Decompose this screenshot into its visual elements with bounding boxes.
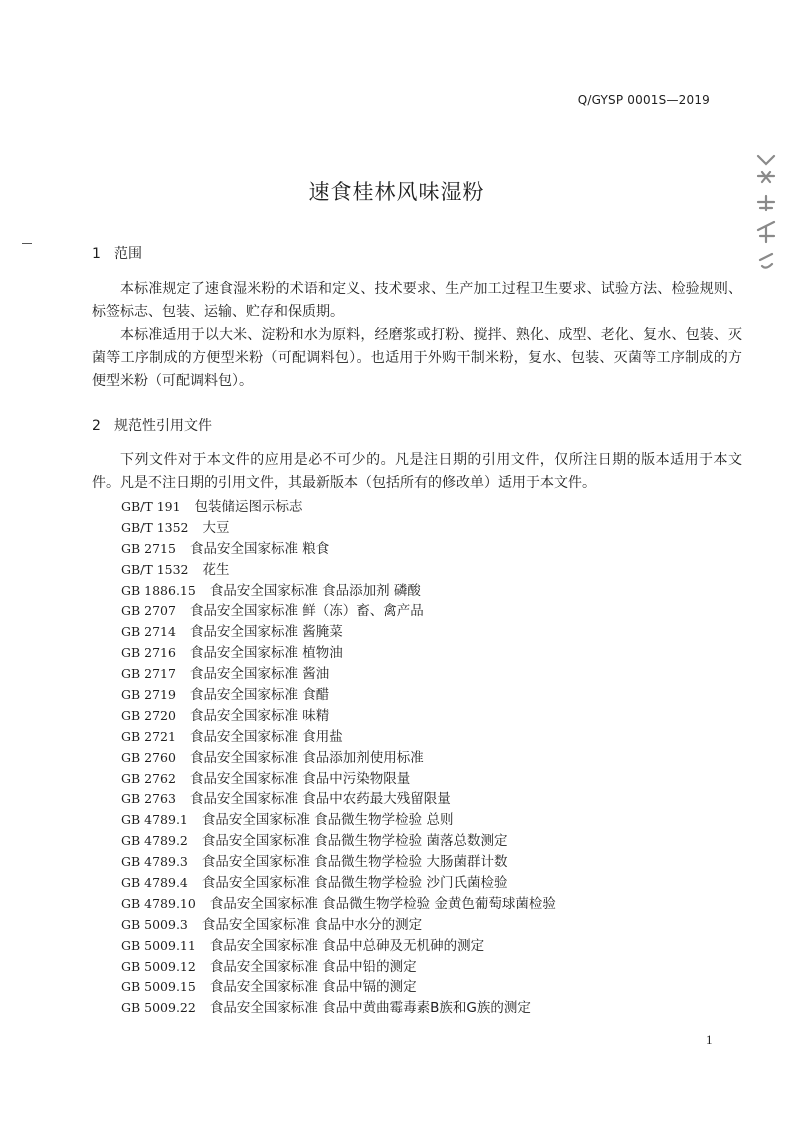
reference-item bbox=[121, 706, 721, 727]
reference-item bbox=[121, 601, 721, 622]
reference-item bbox=[121, 748, 721, 769]
reference-title: 食品安全国家标准 食品添加剂使用标准 bbox=[189, 749, 424, 766]
reference-code: GB 4789.2 bbox=[121, 833, 188, 849]
reference-code: GB 2762 bbox=[121, 770, 176, 786]
reference-list bbox=[121, 497, 721, 1019]
reference-code: GB 5009.15 bbox=[121, 979, 196, 995]
scope-paragraph: 本标准适用于以大米、淀粉和水为原料，经磨浆或打粉、搅拌、熟化、成型、老化、复水、包装、灭菌等工序制成的方便型米粉（可配调料包）。也适用于外购干制米粉，复水、包装、灭菌等工序制成的方便型米粉（可配调料包）。 bbox=[92, 327, 742, 389]
reference-title: 食品安全国家标准 粮食 bbox=[189, 540, 330, 557]
reference-code: GB 2760 bbox=[121, 749, 176, 765]
reference-item bbox=[121, 769, 721, 790]
section-heading-scope bbox=[92, 243, 142, 263]
scope-body bbox=[92, 278, 742, 393]
reference-title: 食品安全国家标准 食醋 bbox=[189, 687, 330, 704]
reference-title: 食品安全国家标准 食用盐 bbox=[189, 728, 343, 745]
reference-item bbox=[121, 810, 721, 831]
references-intro-paragraph: 下列文件对于本文件的应用是必不可少的。凡是注日期的引用文件，仅所注日期的版本适用于本文件。凡是不注日期的引用文件，其最新版本（包括所有的修改单）适用于本文件。 bbox=[92, 452, 742, 491]
reference-title: 食品安全国家标准 食品微生物学检验 金黄色葡萄球菌检验 bbox=[209, 895, 556, 912]
references-intro bbox=[92, 449, 742, 495]
reference-item bbox=[121, 581, 721, 602]
section-heading-text: 规范性引用文件 bbox=[114, 418, 212, 434]
reference-title: 食品安全国家标准 食品微生物学检验 菌落总数测定 bbox=[201, 833, 508, 850]
reference-code: GB 5009.3 bbox=[121, 916, 188, 932]
reference-title: 包装储运图示标志 bbox=[194, 499, 303, 515]
reference-title: 食品安全国家标准 味精 bbox=[189, 707, 330, 724]
reference-code: GB 1886.15 bbox=[121, 582, 196, 598]
reference-title: 食品安全国家标准 食品中水分的测定 bbox=[201, 916, 423, 933]
reference-title: 食品安全国家标准 鲜（冻）畜、禽产品 bbox=[189, 603, 424, 620]
section-number: 2 bbox=[92, 418, 101, 434]
reference-item bbox=[121, 852, 721, 873]
reference-code: GB 4789.1 bbox=[121, 812, 188, 828]
reference-item bbox=[121, 518, 721, 539]
reference-code: GB 2716 bbox=[121, 645, 176, 661]
reference-title: 食品安全国家标准 食品中黄曲霉毒素B族和G族的测定 bbox=[209, 1000, 531, 1017]
reference-code: GB 4789.3 bbox=[121, 854, 188, 870]
reference-item bbox=[121, 873, 721, 894]
section-heading-text: 范围 bbox=[114, 246, 142, 262]
section-heading-normative-references bbox=[92, 415, 212, 435]
reference-title: 食品安全国家标准 食品微生物学检验 总则 bbox=[201, 812, 454, 829]
reference-code: GB 2717 bbox=[121, 666, 176, 682]
reference-code: GB 2719 bbox=[121, 687, 176, 703]
reference-title: 食品安全国家标准 食品中农药最大残留限量 bbox=[189, 791, 451, 808]
reference-item bbox=[121, 560, 721, 581]
reference-title: 大豆 bbox=[202, 519, 230, 536]
reference-title: 食品安全国家标准 食品中铅的测定 bbox=[209, 958, 417, 975]
reference-item bbox=[121, 915, 721, 936]
reference-item bbox=[121, 936, 721, 957]
section-number: 1 bbox=[92, 246, 101, 262]
page-number: 1 bbox=[706, 1032, 713, 1047]
scope-paragraph: 本标准规定了速食湿米粉的术语和定义、技术要求、生产加工过程卫生要求、试验方法、检验规则、标签标志、包装、运输、贮存和保质期。 bbox=[92, 281, 742, 320]
reference-code: GB 4789.4 bbox=[121, 875, 188, 891]
reference-item bbox=[121, 497, 721, 518]
reference-code: GB 5009.11 bbox=[121, 937, 196, 953]
reference-title: 食品安全国家标准 食品中总砷及无机砷的测定 bbox=[209, 937, 485, 954]
seal-stamp-fragment bbox=[752, 150, 782, 285]
standard-code: Q/GYSP 0001S—2019 bbox=[577, 93, 710, 107]
reference-item bbox=[121, 622, 721, 643]
reference-item bbox=[121, 727, 721, 748]
reference-item bbox=[121, 831, 721, 852]
reference-code: GB 2720 bbox=[121, 707, 176, 723]
document-title: 速食桂林风味湿粉 bbox=[308, 180, 485, 204]
reference-title: 食品安全国家标准 植物油 bbox=[189, 645, 343, 662]
reference-code: GB 2721 bbox=[121, 728, 176, 744]
reference-title: 食品安全国家标准 酱腌菜 bbox=[189, 624, 343, 641]
reference-title: 食品安全国家标准 食品添加剂 磷酸 bbox=[209, 582, 421, 599]
reference-code: GB 2714 bbox=[121, 624, 176, 640]
reference-item bbox=[121, 957, 721, 978]
reference-item bbox=[121, 977, 721, 998]
reference-item bbox=[121, 894, 721, 915]
reference-code: GB 2715 bbox=[121, 540, 176, 556]
reference-code: GB 4789.10 bbox=[121, 895, 196, 911]
reference-item bbox=[121, 789, 721, 810]
reference-code: GB 5009.22 bbox=[121, 1000, 196, 1016]
reference-code: GB/T 1352 bbox=[121, 519, 189, 535]
reference-item bbox=[121, 664, 721, 685]
reference-code: GB 2707 bbox=[121, 603, 176, 619]
reference-item bbox=[121, 643, 721, 664]
reference-title: 食品安全国家标准 食品微生物学检验 大肠菌群计数 bbox=[201, 854, 508, 871]
reference-code: GB/T 191 bbox=[121, 499, 181, 514]
reference-title: 花生 bbox=[202, 561, 230, 578]
scan-mark bbox=[22, 243, 32, 244]
reference-title: 食品安全国家标准 酱油 bbox=[189, 666, 330, 683]
reference-title: 食品安全国家标准 食品中镉的测定 bbox=[209, 979, 417, 996]
reference-item bbox=[121, 998, 721, 1019]
reference-code: GB/T 1532 bbox=[121, 561, 189, 577]
reference-item bbox=[121, 685, 721, 706]
reference-code: GB 2763 bbox=[121, 791, 176, 807]
reference-item bbox=[121, 539, 721, 560]
reference-title: 食品安全国家标准 食品中污染物限量 bbox=[189, 770, 411, 787]
reference-code: GB 5009.12 bbox=[121, 958, 196, 974]
reference-title: 食品安全国家标准 食品微生物学检验 沙门氏菌检验 bbox=[201, 875, 508, 892]
